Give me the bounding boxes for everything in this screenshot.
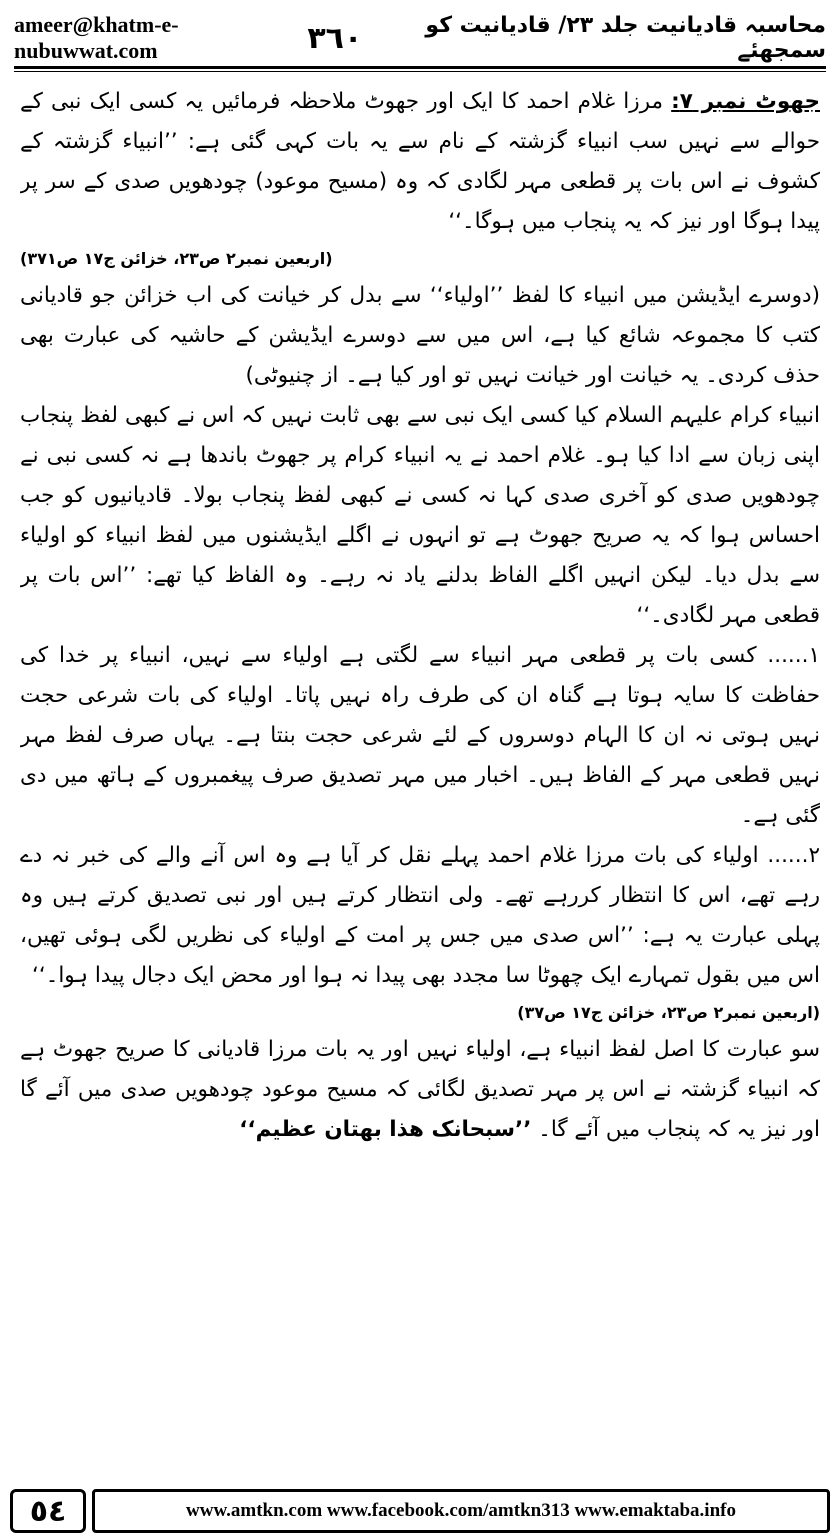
header-rule [14, 66, 826, 69]
paragraph-1-text: مرزا غلام احمد کا ایک اور جھوٹ ملاحظہ فرمائیں یہ کسی ایک نبی کے حوالے سے نہیں سب انبیاء گزشتہ کے نام سے یہ بات کہی گئی ہے: ’’انبیاء گزشتہ کے کشوف نے اس بات پر قطعی مہر لگادی کہ وہ (مسیح موعود) چودھویں صدی کے سر پر پیدا ہوگا اور نیز کہ یہ پنجاب میں ہوگا۔‘‘ [20, 89, 820, 234]
page-body [20, 82, 820, 1478]
paragraph-6-text: سو عبارت کا اصل لفظ انبیاء ہے، اولیاء نہیں اور یہ بات مرزا قادیانی کا صریح جھوٹ ہے کہ انبیاء گزشتہ نے اس پر مہر تصدیق لگائی کہ مسیح موعود چودھویں صدی میں آئے گا اور نیز یہ کہ پنجاب میں آئے گا۔ [20, 1037, 820, 1142]
footer-links: www.amtkn.com www.facebook.com/amtkn313 www.emaktaba.info [92, 1489, 830, 1533]
header-left [14, 12, 362, 64]
paragraph-3: انبیاء کرام علیہم السلام کیا کسی ایک نبی سے بھی ثابت نہیں کہ اس نے کبھی لفظ پنجاب اپنی زبان سے ادا کیا ہو۔ غلام احمد نے یہ انبیاء کرام پر جھوٹ باندھا ہے نہ کسی نبی نے چودھویں صدی کو آخری صدی کہا نہ کسی نے کبھی لفظ پنجاب بولا۔ قادیانیوں کو جب احساس ہوا کہ یہ صریح جھوٹ ہے تو انہوں نے اگلے ایڈیشنوں میں لفظ انبیاء کو اولیاء سے بدل دیا۔ لیکن انہیں اگلے الفاظ بدلنے یاد نہ رہے۔ وہ الفاظ کیا تھے: ’’اس بات پر قطعی مہر لگادی۔‘‘ [20, 403, 820, 628]
section-heading: جھوٹ نمبر ۷: [671, 89, 820, 114]
paragraph-1 [20, 82, 820, 242]
paragraph-5: ۲...... اولیاء کی بات مرزا غلام احمد پہلے نقل کر آیا ہے وہ اس آنے والے کی خبر نہ دے رہے تھے، اس کا انتظار کررہے تھے۔ ولی انتظار کرتے ہیں اور نبی تصدیق کرتے ہیں وہ پہلی عبارت یہ ہے: ’’اس صدی میں جس پر امت کے اولیاء کی نظریں لگی ہوئی تھیں، اس میں بقول تمہارے ایک چھوٹا سا مجدد بھی پیدا نہ ہوا اور محض ایک دجال پیدا ہوا۔‘‘ [20, 843, 820, 988]
closing-quote: ’’سبحانک ھذا بھتان عظیم‘‘ [239, 1117, 532, 1142]
header-email: ameer@khatm-e-nubuwwat.com [14, 12, 179, 63]
header-book-title: محاسبہ قادیانیت جلد ٢٣/ قادیانیت کو سمجھئے [425, 13, 826, 63]
reference-2: (اربعین نمبر۲ ص۲۳، خزائن ج۱۷ ص۳۷) [517, 1003, 820, 1022]
header-page-number: ٣٦٠ [307, 20, 363, 56]
header-rule-thin [14, 71, 826, 72]
paragraph-2: (دوسرے ایڈیشن میں انبیاء کا لفظ ’’اولیاء‘‘ سے بدل کر خیانت کی اب خزائن جو قادیانی کتب کا مجموعہ شائع کیا ہے، اس میں سے دوسرے ایڈیشن کے حاشیہ کی عبارت بھی حذف کردی۔ یہ خیانت اور خیانت نہیں تو اور کیا ہے۔ از چنیوٹی) [20, 283, 820, 388]
paragraph-6 [20, 1030, 820, 1150]
paragraph-4: ۱...... کسی بات پر قطعی مہر انبیاء سے لگتی ہے اولیاء سے نہیں، انبیاء پر خدا کی حفاظت کا سایہ ہوتا ہے گناہ ان کی طرف راہ نہیں پاتا۔ اولیاء کی بات شرعی حجت نہیں ہوتی نہ ان کا الہام دوسروں کے لئے شرعی حجت بنتا ہے۔ یہاں صرف لفظ مہر نہیں قطعی مہر کے الفاظ ہیں۔ اخبار میں مہر تصدیق صرف پیغمبروں کے ہاتھ میں دی گئی ہے۔ [20, 643, 820, 828]
page-header [14, 14, 826, 62]
page-footer [10, 1488, 830, 1534]
reference-1: (اربعین نمبر۲ ص۲۳، خزائن ج۱۷ ص۳۷۱) [20, 249, 333, 268]
footer-page-number: ٥٤ [10, 1489, 86, 1533]
